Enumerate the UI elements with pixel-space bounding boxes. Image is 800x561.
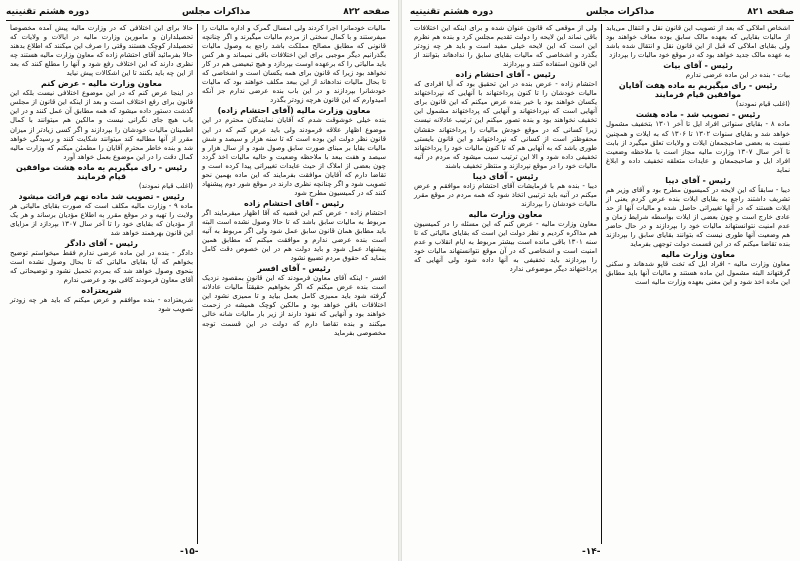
speaker-heading: معاون وزارت مالیه - عرض کنم xyxy=(41,79,162,89)
paragraph: حالا برای این اختلافی که در وزارت مالیه پیش آمده مخصوصاً تحصیلداران و مامورین وزارت مالیه در ایالات و ولایات که تحصیلدار کوچک هستند وقتی را صرف این میکنند که اطلاع بدهند حالا بفرمائید آقای احتشام زاده که معاون وزارت مالیه هستند چه نظری دارند که این اختلاف رفع شود و آنها را مطلع کنند که بعد از این چه باید بکنند تا این اشکالات پیش نیاید xyxy=(10,24,193,78)
speaker-heading: معاون وزارت مالیه xyxy=(468,209,543,219)
paragraph: (اغلب قیام نمودند) xyxy=(735,100,790,109)
right-page-col-right xyxy=(602,24,794,544)
left-page-number: صفحه ۸۲۲ xyxy=(343,7,390,17)
paragraph: اشخاص املاکی که بعد از تصویب این قانون نقل و انتقال می‌یابد از مالیات بقایایی که بعهده مالک سابق بوده معاف خواهند بود ولی بقایای املاکی که قبل از این قانون نقل و انتقال شده باشد به عهده مالک جدید خواهد بود که در موقع خود مالیات را بپردازد xyxy=(606,24,790,60)
speaker-heading: رئیس - آقای دیبا xyxy=(472,171,539,181)
paragraph: معاون وزارت مالیه - عرض کنم که این مسئله را در کمیسیون هم مذاکره کردیم و نظر دولت این است که بقایای مالیاتی که تا سنه ۱۳۰۱ باقی مانده است بیشتر مربوط به ایام انقلاب و عدم امنیت است و اشخاصی که در آن موقع نتوانستهاند مالیات خود را بپردازند باید تخفیفی به آنها داده شود ولی آنهایی که پرداختهاند دیگر موضوعی ندارد xyxy=(414,219,597,274)
speaker-heading: معاون وزارت مالیه (آقای احتشام زاده) xyxy=(217,106,371,116)
speaker-heading: رئیس - آقای دیبا xyxy=(665,175,731,185)
speaker-heading: رئیس - آقای دادگر xyxy=(65,239,138,249)
left-page-header xyxy=(6,6,390,18)
left-page-title: مذاکرات مجلس xyxy=(181,7,251,17)
paragraph: دیبا - سابقاً که این لایحه در کمیسیون مطرح بود و آقای وزیر هم تشریف داشتند راجع به بقایای ایلات بنده عرض کردم یعنی از ایلات هستند که در آنها تغییراتی حاصل شده و مالیات آنها از حد عادی خارج است و چون بعضی از ایلات بواسطه شرایط زمان و عدم امنیت نتوانستهاند مالیات خود را بپردازند و در حال حاضر هم وضعیت آنها طوری نیست که بتوانند بقایای سابق را بپردازند بنده تقاضا میکنم که در این قسمت دولت توجهی بفرماید xyxy=(606,185,790,249)
right-page-session: دوره هشتم تقنینیه xyxy=(410,7,494,17)
paragraph: شریعتزاده - بنده موافقم و عرض میکنم که باید هر چه زودتر تصویب شود xyxy=(10,296,193,314)
right-page-number: صفحه ۸۲۱ xyxy=(747,7,794,17)
left-page-columns xyxy=(6,24,390,544)
speaker-heading: رئیس - آقای احتشام زاده xyxy=(244,198,344,208)
left-page-col-left xyxy=(6,24,198,544)
speaker-heading: رئیس - تصویب شد ماده نهم قرائت میشود xyxy=(18,191,185,201)
right-page-folio: -۱۴- xyxy=(582,547,601,557)
speaker-heading: رئیس - رای میگیریم به ماده هشت موافقین قیام فرمایند xyxy=(15,162,188,181)
right-page-columns xyxy=(410,24,794,544)
paragraph: احتشام زاده - عرض کنم این قضیه که آقا اظهار میفرمایند اگر مربوط به مالیات سابق باشد که تا حالا وصول نشده است البته باید مطابق همان قانون سابق عمل شود ولی اگر مربوط به آتیه است بنده عرضی ندارم و موافقت میکنم که مطابق همین پیشنهاد عمل شود و باید دولت هم در این خصوص دقت کامل بنماید که حقوق مردم تضییع نشود xyxy=(202,208,386,263)
paragraph: دیبا - بنده هم با فرمایشات آقای احتشام زاده موافقم و عرض میکنم در آتیه باید ترتیبی اتخاذ شود که همه مردم در موقع مقرر مالیات خودشان را بپردازند xyxy=(414,181,597,208)
left-page-col-right xyxy=(198,24,390,544)
header-rule xyxy=(410,20,794,21)
paragraph: ماليات خودمانرا اجرا کردند ولی امسال گمرک و اداره ماليات را میفرستند و با کمال سختی از مردم مالیات میگیرند و اگر چنانچه قانونی که مطابق مصالح مملکت باشد راجع به وصول ماليات بگذرانيم دیگر موجبی برای اين اختلافات باقی نمیماند و هر کس باید مالیاتی را که برعهده اوست بپردازد و هیچ تبعیضی هم در کار نخواهد بود زیرا که قانون برای همه یکسان است و اشخاصی که تا بحال مالیات ندادهاند از این ببعد مکلف خواهند بود که مالیات خودشانرا بپردازند و در این باب بنده عرضی ندارم جز آنکه امیدوارم که این قانون هرچه زودتر بگذرد xyxy=(202,24,386,105)
paragraph: ماده ۸ - بقایای سنواتی افراد ایل تا آخر ۱۳۰۱ بتخفیف مشمول خواهد شد و بقایای سنوات ۱۳۰۲ تا ۱۳۰۶ که به ایلات و همچنین نسبت به بعضی صاحبجمعان ایلات و ولایات تعلق میگیرد از بابت تا آخر سال ۱۳۰۷ وزارت مالیه مجاز است با ملاحظه وضعیت افراد ایل و صاحبجمعان و عایدات متعلقه تخفیف داده و ابلاغ نماید xyxy=(606,120,790,174)
paragraph: معاون وزارت مالیه - افراد ایل که تخت قاپو شدهاند و سکنی گرفتهاند البته مشمول این ماده هستند و مالیات آنها باید مطابق این ماده اخذ شود و این معنی بعهده وزارت مالیه است xyxy=(606,260,790,287)
right-page xyxy=(402,0,800,561)
right-page-col-left xyxy=(410,24,602,544)
left-page-session: دوره هشتم تقنینیه xyxy=(6,7,90,17)
speaker-heading: رئیس - تصویب شد - ماده هشت xyxy=(635,110,761,120)
paragraph: در اینجا عرض کنم که در این موضوع اختلافی نیست بلکه این قانون برای رفع اختلاف است و بعد از اینکه این قانون از مجلس گذشت دستور داده میشود که همه مطابق آن عمل کنند و در این باب هیچ جای نگرانی نیست و مالکین هم میتوانند با کمال اطمینان مالیات خودشان را بپردازند و اگر کسی زیادتر از میزان مقرر از آنها مطالبه کند میتوانند شکایت کنند و رسیدگی خواهد شد و بنده خاطر محترم آقایان را مطمئن میکنم که وزارت مالیه کمال دقت را در این موضوع بعمل خواهد آورد xyxy=(10,89,193,161)
paragraph: دادگر - بنده در این ماده عرضی ندارم فقط میخواستم توضیح بخواهم که آیا بقایای مالیاتی که تا بحال وصول نشده است بنحوی وصول خواهد شد که بمردم تحمیل نشود و توضیحاتی که آقای معاون فرمودند کافی بود و عرضی ندارم xyxy=(10,249,193,285)
paragraph: احتشام زاده - عرض بنده در این تحقیق بود که آیا افرادی که مالیات خودشان را تا کنون پرداختهاند با آنهایی که نپرداختهاند یکسان خواهند بود یا خیر بنده عرض میکنم که این قانون برای آنهایی است که نپرداختهاند و آنهایی که پرداختهاند مشمول این تخفیف نخواهند بود و بنده تصور میکنم این ترتیب عادلانه نیست زیرا کسانی که در موقع خودش مالیات را پرداختهاند حقشان محفوظتر است از کسانی که نپرداختهاند و این قانون بایستی طوری باشد که به آنهایی هم که تا کنون مالیات خود را پرداختهاند تخفیفی داده شود و الا این ترتیب سبب میشود که مردم در آتیه مالیات خود را در موقع نپردازند و منتظر تخفیف باشند xyxy=(414,80,597,170)
speaker-heading: رئیس - آقای بیات xyxy=(663,61,733,71)
right-page-title: مذاکرات مجلس xyxy=(585,7,655,17)
paragraph: بنده خیلی خوشوقت شدم که آقایان نمایندگان محترم در این موضوع اظهار علاقه فرمودند ولی باید عرض کنم که در این قانون نظر دولت این بوده است که تا سنه هزار و سیصد و شش ماليات بقایا بر مبنای صورت سابق وصول شود و از سال هزار و سیصد و هفت ببعد با ملاحظه وضعیت و حالیه مالیات اخذ گردد چون بعضی از املاک از حیث عایدات تغییراتی پیدا کرده است و تقاضا دارم که آقایان موافقت بفرمایند که این ماده بهمین نحو تصویب شود و اگر چنانچه نظری دارند در موقع شور دوم پیشنهاد کنند که در کمیسیون مطرح شود xyxy=(202,116,386,197)
paragraph: بیات - بنده در این ماده عرضی ندارم xyxy=(685,71,790,80)
speaker-heading: رئیس - آقای افسر xyxy=(257,264,331,274)
paragraph: ولی از موقعی که قانون عنوان شده و برای اینکه این اختلافات باقی نماند این لایحه را دولت تقدیم مجلس کرد و بنده هم نظرم این است که این لایحه خیلی مفید است و باید هر چه زودتر بگذرد و اشخاصی که مالیات بقایای سابق را ندادهاند بتوانند از این قانون استفاده کنند و بپردازند xyxy=(414,24,597,69)
header-rule xyxy=(6,20,390,21)
left-page xyxy=(0,0,398,561)
right-page-header xyxy=(410,6,794,18)
left-page-folio: -۱۵- xyxy=(180,547,199,557)
speaker-heading: رئیس - رای میگیریم به ماده هفت آقایان موافقین قیام فرمایند xyxy=(618,81,778,100)
speaker-heading: شریعتزاده xyxy=(81,286,122,296)
paragraph: (اغلب قیام نمودند) xyxy=(138,181,193,190)
speaker-heading: رئیس - آقای احتشام زاده xyxy=(455,70,556,80)
speaker-heading: معاون وزارت مالیه xyxy=(661,250,735,260)
paragraph: افسر - اینکه آقای معاون فرمودند که این قانون بمقصود نزدیک است بنده عرض میکنم که اگر بخواهیم حقیقتاً مالیات عادلانه گرفته شود باید ممیزی کامل بعمل بیاید و تا ممیزی نشود این اختلافات باقی خواهد بود و مالکین کوچک همیشه در زحمت خواهند بود و آنهایی که نفوذ دارند از زیر بار مالیات شانه خالی میکنند و بنده تقاضا دارم که دولت در این قسمت توجه مخصوصی بفرماید xyxy=(202,274,386,337)
paragraph: ماده ۹ - وزارت مالیه مکلف است که صورت بقایای مالیاتی هر ولایت را تهیه و در موقع مقرر به اطلاع مؤدیان برساند و هر یک از مؤدیان که بقایای خود را تا آخر سال ۱۳۰۷ بپردازد از مزایای این قانون بهرهمند خواهد شد xyxy=(10,201,193,238)
